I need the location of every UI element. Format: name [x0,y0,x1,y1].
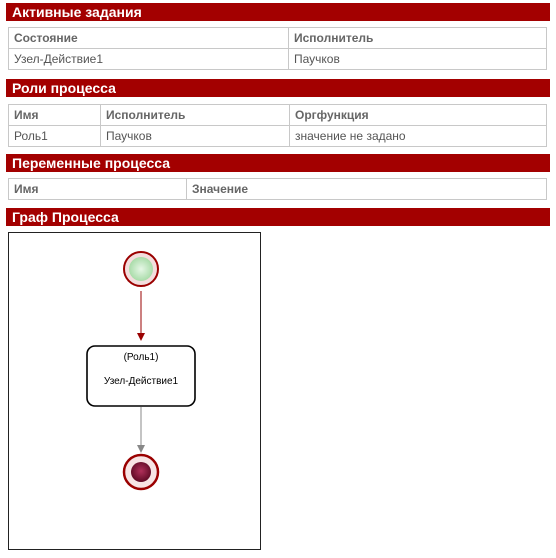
table-row [9,126,547,147]
transition-action-to-end[interactable] [137,407,145,453]
column-header-value: Значение [187,179,547,200]
column-header-executor: Исполнитель [289,28,547,49]
section-header-active-tasks: Активные задания [6,3,550,21]
cell-role-name: Роль1 [9,126,101,147]
section-header-process-variables: Переменные процесса [6,154,550,172]
table-header-row [9,105,547,126]
start-node[interactable] [124,252,158,286]
section-header-process-roles: Роли процесса [6,79,550,97]
section-header-process-graph: Граф Процесса [6,208,550,226]
process-graph-canvas [8,232,261,550]
cell-role-orgfunction: значение не задано [290,126,547,147]
column-header-orgfunction: Оргфункция [290,105,547,126]
cell-state: Узел-Действие1 [9,49,289,70]
column-header-name: Имя [9,179,187,200]
table-header-row [9,28,547,49]
active-tasks-table [8,27,547,70]
transition-start-to-action[interactable] [137,291,145,341]
table-header-row [9,179,547,200]
cell-role-executor: Паучков [101,126,290,147]
process-variables-table [8,178,547,200]
process-roles-table [8,104,547,147]
end-node[interactable] [124,455,158,489]
action-node[interactable] [87,346,195,406]
table-row [9,49,547,70]
cell-executor: Паучков [289,49,547,70]
process-graph-svg [9,233,262,551]
column-header-executor: Исполнитель [101,105,290,126]
action-node-label: Узел-Действие1 [103,376,179,387]
column-header-state: Состояние [9,28,289,49]
action-node-role: (Роль1) [123,352,159,363]
column-header-name: Имя [9,105,101,126]
